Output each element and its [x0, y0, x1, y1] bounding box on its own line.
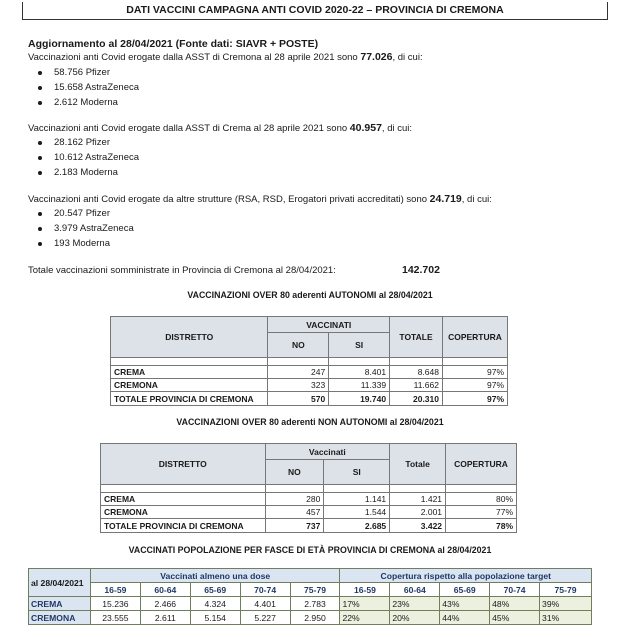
- update-line: Aggiornamento al 28/04/2021 (Fonte dati: SIAVR + POSTE): [28, 38, 319, 50]
- section-1-total: 77.026: [360, 51, 393, 63]
- section-3-intro: [28, 193, 492, 206]
- section-1-suffix: , di cui:: [392, 52, 423, 63]
- col-header-no: NO: [265, 460, 324, 485]
- cell-distretto: CREMONA: [101, 506, 266, 519]
- section-3-suffix: , di cui:: [461, 194, 492, 205]
- section-1-list: [36, 65, 139, 110]
- list-item: 28.162 Pfizer: [36, 135, 139, 150]
- age-header: 70-74: [240, 583, 290, 597]
- cell-pct: 39%: [540, 597, 592, 611]
- cell-count: 5.154: [190, 611, 240, 625]
- age-header: 60-64: [140, 583, 190, 597]
- cell-no: 247: [268, 366, 329, 379]
- cell-no: 570: [268, 392, 329, 406]
- section-3-intro-text: Vaccinazioni anti Covid erogate da altre strutture (RSA, RSD, Erogatori privati accreditati) sono: [28, 194, 430, 205]
- table-3-title: VACCINATI POPOLAZIONE PER FASCE DI ETÀ PROVINCIA DI CREMONA al 28/04/2021: [128, 545, 492, 555]
- cell-count: 23.555: [90, 611, 140, 625]
- list-item: 58.756 Pfizer: [36, 65, 139, 80]
- cell-copertura: 97%: [442, 379, 507, 392]
- cell-pct: 44%: [440, 611, 490, 625]
- cell-totale: 2.001: [390, 506, 446, 519]
- group-header-copertura: Copertura rispetto alla popolazione target: [340, 569, 592, 583]
- section-2-list: [36, 135, 139, 180]
- group-header-vaccinati: Vaccinati almeno una dose: [90, 569, 340, 583]
- cell-count: 4.401: [240, 597, 290, 611]
- cell-no: 457: [265, 506, 324, 519]
- col-header-totale: TOTALE: [390, 317, 443, 358]
- list-item: 193 Moderna: [36, 236, 134, 251]
- cell-si: 1.141: [324, 493, 390, 506]
- col-header-si: SI: [329, 333, 390, 358]
- col-header-totale: Totale: [390, 444, 446, 485]
- section-2-intro-text: Vaccinazioni anti Covid erogate dalla ASST di Crema al 28 aprile 2021 sono: [28, 123, 350, 134]
- cell-si: 1.544: [324, 506, 390, 519]
- cell-count: 4.324: [190, 597, 240, 611]
- table-fasce-eta: [28, 568, 592, 625]
- cell-distretto: CREMA: [101, 493, 266, 506]
- col-header-copertura: COPERTURA: [442, 317, 507, 358]
- row-label: CREMA: [29, 597, 91, 611]
- list-item: 3.979 AstraZeneca: [36, 221, 134, 236]
- cell-distretto: CREMA: [111, 366, 268, 379]
- table-over80-autonomi: [110, 316, 508, 406]
- cell-distretto: TOTALE PROVINCIA DI CREMONA: [111, 392, 268, 406]
- cell-totale: 11.662: [390, 379, 443, 392]
- table-over80-non-autonomi: [100, 443, 517, 533]
- section-3-total: 24.719: [429, 193, 462, 205]
- cell-si: 19.740: [329, 392, 390, 406]
- section-2-total: 40.957: [349, 122, 382, 134]
- age-header: 70-74: [490, 583, 540, 597]
- cell-copertura: 77%: [446, 506, 517, 519]
- list-item: 2.612 Moderna: [36, 95, 139, 110]
- cell-copertura: 97%: [442, 392, 507, 406]
- table-total-row: [111, 392, 508, 406]
- corner-label: al 28/04/2021: [29, 569, 91, 597]
- list-item: 2.183 Moderna: [36, 165, 139, 180]
- cell-count: 2.783: [290, 597, 340, 611]
- age-header: 75-79: [290, 583, 340, 597]
- col-header-vaccinati: VACCINATI: [268, 317, 390, 333]
- age-header: 60-64: [390, 583, 440, 597]
- col-header-no: NO: [268, 333, 329, 358]
- cell-totale: 20.310: [390, 392, 443, 406]
- cell-no: 737: [265, 519, 324, 533]
- cell-pct: 48%: [490, 597, 540, 611]
- cell-si: 8.401: [329, 366, 390, 379]
- cell-pct: 20%: [390, 611, 440, 625]
- cell-no: 280: [265, 493, 324, 506]
- section-2-intro: [28, 122, 412, 135]
- list-item: 20.547 Pfizer: [36, 206, 134, 221]
- col-header-distretto: DISTRETTO: [111, 317, 268, 358]
- table-2-title: VACCINAZIONI OVER 80 aderenti NON AUTONOMI al 28/04/2021: [176, 417, 444, 427]
- col-header-vaccinati: Vaccinati: [265, 444, 390, 460]
- col-header-copertura: COPERTURA: [446, 444, 517, 485]
- cell-distretto: CREMONA: [111, 379, 268, 392]
- cell-si: 11.339: [329, 379, 390, 392]
- cell-totale: 1.421: [390, 493, 446, 506]
- cell-copertura: 97%: [442, 366, 507, 379]
- table-row: [29, 611, 592, 625]
- list-item: 10.612 AstraZeneca: [36, 150, 139, 165]
- cell-pct: 43%: [440, 597, 490, 611]
- cell-totale: 8.648: [390, 366, 443, 379]
- cell-pct: 23%: [390, 597, 440, 611]
- row-label: CREMONA: [29, 611, 91, 625]
- cell-copertura: 80%: [446, 493, 517, 506]
- cell-si: 2.685: [324, 519, 390, 533]
- cell-pct: 22%: [340, 611, 390, 625]
- section-1-intro: [28, 51, 423, 64]
- list-item: 15.658 AstraZeneca: [36, 80, 139, 95]
- age-header: 16-59: [340, 583, 390, 597]
- age-header: 65-69: [440, 583, 490, 597]
- cell-count: 2.950: [290, 611, 340, 625]
- age-header: 65-69: [190, 583, 240, 597]
- cell-distretto: TOTALE PROVINCIA DI CREMONA: [101, 519, 266, 533]
- cell-totale: 3.422: [390, 519, 446, 533]
- cell-pct: 45%: [490, 611, 540, 625]
- cell-no: 323: [268, 379, 329, 392]
- cell-pct: 31%: [540, 611, 592, 625]
- cell-count: 15.236: [90, 597, 140, 611]
- cell-count: 2.466: [140, 597, 190, 611]
- table-row: [101, 506, 517, 519]
- table-1-title: VACCINAZIONI OVER 80 aderenti AUTONOMI al 28/04/2021: [187, 290, 433, 300]
- table-row: [29, 597, 592, 611]
- section-1-intro-text: Vaccinazioni anti Covid erogate dalla ASST di Cremona al 28 aprile 2021 sono: [28, 52, 361, 63]
- total-line-label: Totale vaccinazioni somministrate in Provincia di Cremona al 28/04/2021:: [28, 265, 336, 276]
- cell-pct: 17%: [340, 597, 390, 611]
- table-row: [101, 493, 517, 506]
- age-header: 16-59: [90, 583, 140, 597]
- col-header-distretto: DISTRETTO: [101, 444, 266, 485]
- section-3-list: [36, 206, 134, 251]
- table-row: [111, 379, 508, 392]
- table-total-row: [101, 519, 517, 533]
- document-title: DATI VACCINI CAMPAGNA ANTI COVID 2020-22 – PROVINCIA DI CREMONA: [22, 2, 608, 20]
- table-row: [111, 366, 508, 379]
- age-header: 75-79: [540, 583, 592, 597]
- cell-count: 5.227: [240, 611, 290, 625]
- section-2-suffix: , di cui:: [381, 123, 413, 134]
- cell-copertura: 78%: [446, 519, 517, 533]
- col-header-si: SI: [324, 460, 390, 485]
- total-line-value: 142.702: [402, 264, 440, 276]
- cell-count: 2.611: [140, 611, 190, 625]
